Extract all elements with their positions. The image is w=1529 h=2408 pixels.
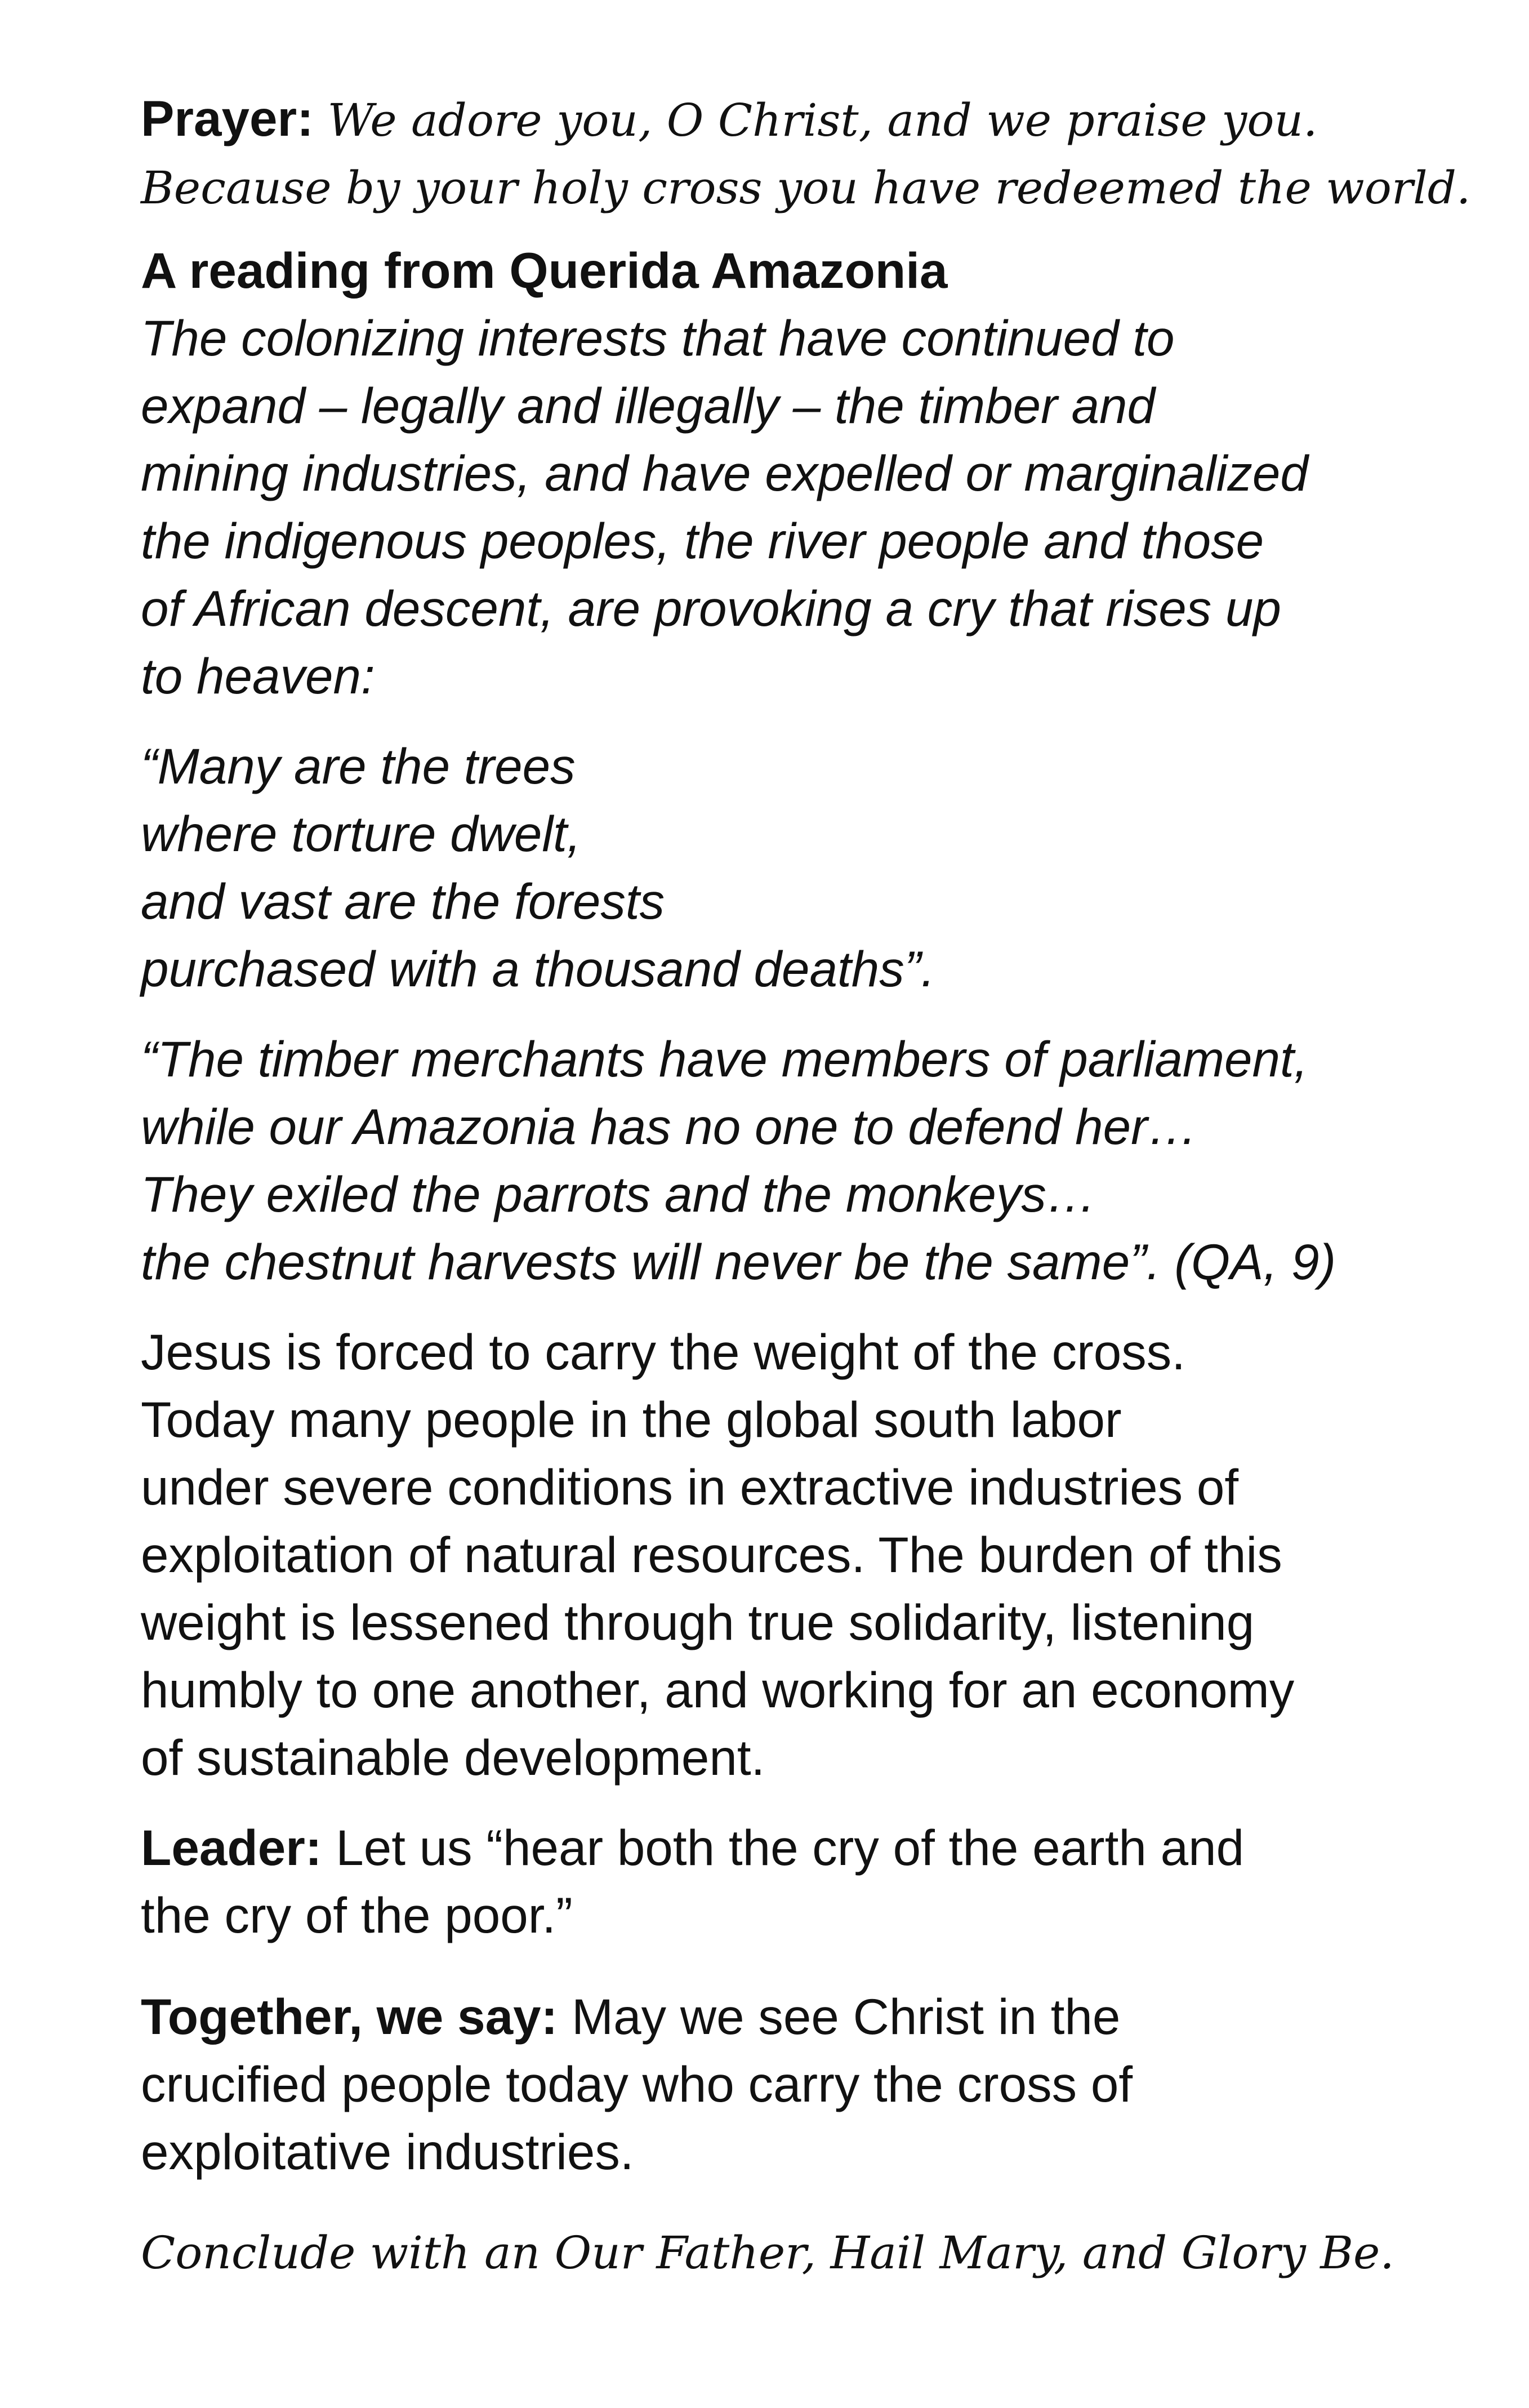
reading-line: the indigenous peoples, the river people and those	[141, 513, 1264, 569]
reflection-line: Jesus is forced to carry the weight of the cross.	[141, 1324, 1185, 1380]
together-label: Together, we say:	[141, 1988, 558, 2045]
prayer-label: Prayer:	[141, 90, 314, 146]
quote-line: purchased with a thousand deaths”.	[141, 941, 935, 997]
reflection-line: humbly to one another, and working for an economy	[141, 1662, 1295, 1718]
conclusion-text: Conclude with an Our Father, Hail Mary, and Glory Be.	[141, 2227, 1394, 2279]
reflection-line: weight is lessened through true solidarity, listening	[141, 1594, 1255, 1650]
leader-line-1	[141, 1814, 1436, 1881]
quote-line: while our Amazonia has no one to defend her…	[141, 1098, 1198, 1155]
reading-line: of African descent, are provoking a cry that rises up	[141, 580, 1281, 637]
leader-text-2: the cry of the poor.”	[141, 1887, 573, 1943]
quote-line: and vast are the forests	[141, 873, 665, 929]
reflection-line: under severe conditions in extractive industries of	[141, 1459, 1239, 1515]
reflection-section	[141, 1318, 1436, 1791]
together-section	[141, 1983, 1436, 2186]
prayer-text-2: Because by your holy cross you have redeemed the world.	[141, 162, 1471, 214]
together-text-2: crucified people today who carry the cross of	[141, 2056, 1133, 2112]
reading-section	[141, 237, 1436, 710]
leader-section	[141, 1814, 1436, 1949]
prayer-line-1	[141, 84, 1436, 154]
quote-line: They exiled the parrots and the monkeys…	[141, 1166, 1096, 1222]
quote-trees	[141, 732, 1436, 1003]
quote-timber	[141, 1025, 1436, 1296]
together-text-3: exploitative industries.	[141, 2124, 634, 2180]
prayer-text-1: We adore you, O Christ, and we praise you.	[327, 94, 1318, 146]
reflection-line: exploitation of natural resources. The burden of this	[141, 1526, 1282, 1583]
reading-line: mining industries, and have expelled or marginalized	[141, 445, 1308, 501]
quote-line: the chestnut harvests will never be the same”. (QA, 9)	[141, 1234, 1336, 1290]
quote-line: “Many are the trees	[141, 738, 576, 794]
stations-card	[141, 84, 1471, 2287]
quote-line: “The timber merchants have members of parliament,	[141, 1031, 1308, 1087]
reading-line: expand – legally and illegally – the timber and	[141, 377, 1155, 434]
conclusion-section	[141, 2219, 1436, 2287]
leader-label: Leader:	[141, 1819, 322, 1876]
reading-line: to heaven:	[141, 648, 375, 704]
reading-heading: A reading from Querida Amazonia	[141, 242, 948, 299]
together-text-1: May we see Christ in the	[571, 1988, 1121, 2045]
leader-text-1: Let us “hear both the cry of the earth and	[336, 1819, 1245, 1876]
reflection-line: Today many people in the global south labor	[141, 1391, 1122, 1448]
reflection-line: of sustainable development.	[141, 1729, 765, 1786]
reading-line: The colonizing interests that have continued to	[141, 310, 1175, 366]
together-line-1	[141, 1983, 1436, 2050]
prayer-section	[141, 84, 1471, 222]
quote-line: where torture dwelt,	[141, 805, 581, 862]
